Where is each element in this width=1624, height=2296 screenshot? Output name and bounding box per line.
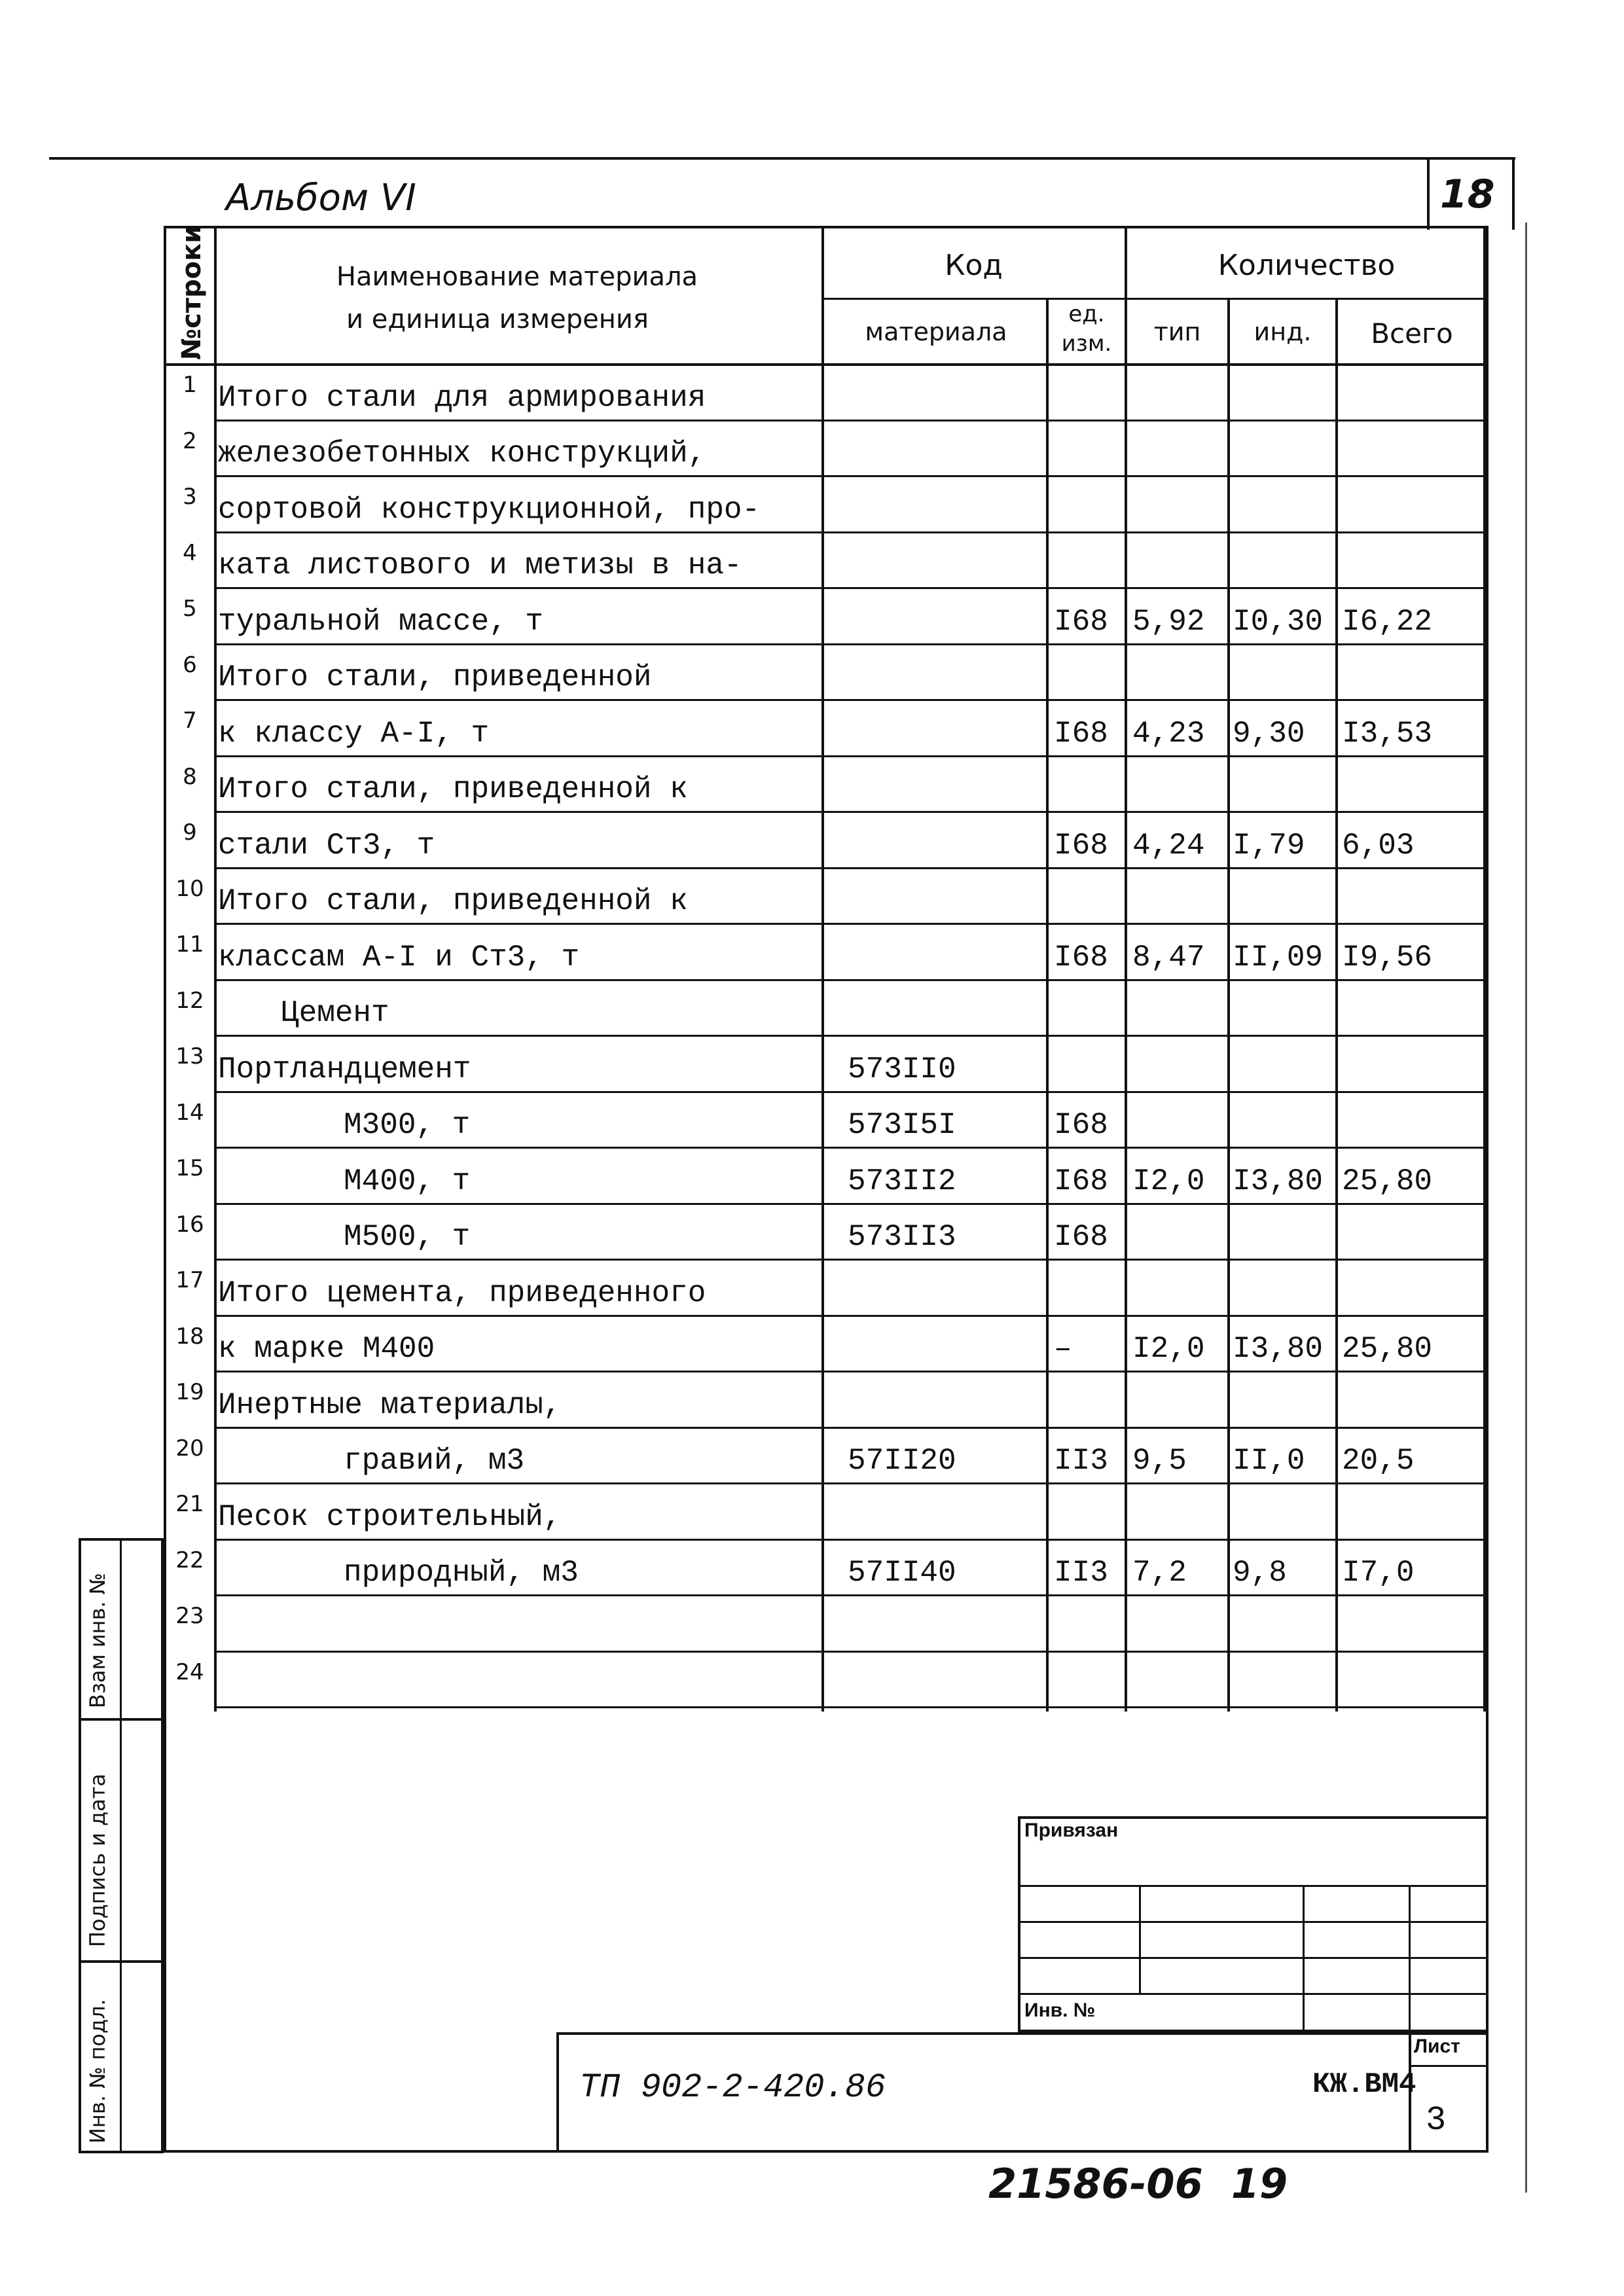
table-row bbox=[164, 1093, 1486, 1149]
stamp-col-2 bbox=[1303, 1885, 1305, 2032]
table-row bbox=[164, 869, 1486, 925]
row-ind: 9,30 bbox=[1233, 716, 1305, 751]
row-total: 25,80 bbox=[1342, 1332, 1433, 1366]
row-name: стали Ст3, т bbox=[218, 828, 435, 863]
header-rownum: №строки bbox=[177, 224, 207, 360]
header-ind: инд. bbox=[1254, 317, 1312, 346]
row-name: Инертные материалы, bbox=[218, 1388, 562, 1422]
row-number: 17 bbox=[175, 1267, 204, 1293]
row-code: 57II40 bbox=[848, 1556, 956, 1590]
row-code: 573I5I bbox=[848, 1108, 956, 1142]
row-name: Итого стали, приведенной к bbox=[218, 884, 688, 918]
row-name: ката листового и метизы в на- bbox=[218, 548, 742, 583]
table-row bbox=[164, 1037, 1486, 1093]
row-name: к классу А-I, т bbox=[218, 716, 490, 751]
side-strip-sep-1 bbox=[79, 1718, 164, 1721]
row-type: 4,23 bbox=[1132, 716, 1205, 751]
row-name: Портландцемент bbox=[218, 1052, 471, 1086]
header-quantity: Количество bbox=[1218, 249, 1396, 282]
header-code-material: материала bbox=[865, 317, 1007, 346]
row-number: 12 bbox=[175, 987, 204, 1014]
header-code: Код bbox=[945, 249, 1003, 282]
table-row bbox=[164, 1149, 1486, 1205]
row-code: 573II2 bbox=[848, 1164, 956, 1198]
album-label: Альбом VI bbox=[226, 177, 416, 219]
bottom-code: 21586-06 19 bbox=[988, 2160, 1288, 2208]
row-ind: II,0 bbox=[1233, 1444, 1305, 1478]
row-total: 6,03 bbox=[1342, 828, 1415, 863]
row-ind: I3,80 bbox=[1233, 1332, 1324, 1366]
page-number-box-left bbox=[1427, 159, 1430, 230]
row-total: I9,56 bbox=[1342, 940, 1433, 975]
side-label-inv-podl: Инв. № подл. bbox=[85, 1999, 110, 2144]
row-number: 19 bbox=[175, 1379, 204, 1405]
table-row bbox=[164, 1429, 1486, 1485]
row-total: 25,80 bbox=[1342, 1164, 1433, 1198]
table-row bbox=[164, 701, 1486, 757]
side-strip-divider bbox=[120, 1538, 122, 2153]
table-row bbox=[164, 1205, 1486, 1261]
row-number: 20 bbox=[175, 1435, 204, 1462]
row-name: Итого стали, приведенной к bbox=[218, 772, 688, 806]
stamp-col-1 bbox=[1139, 1885, 1141, 1993]
stamp-col-3 bbox=[1409, 1885, 1411, 2032]
table-row bbox=[164, 1317, 1486, 1373]
table-row bbox=[164, 1596, 1486, 1653]
stamp-rule-2 bbox=[1018, 1921, 1486, 1923]
title-list-rule bbox=[1409, 2065, 1486, 2067]
row-code: 573II3 bbox=[848, 1220, 956, 1254]
row-number: 10 bbox=[175, 875, 204, 902]
table-row bbox=[164, 757, 1486, 814]
header-name-line2: и единица измерения bbox=[346, 304, 649, 334]
row-name: М500, т bbox=[344, 1220, 471, 1254]
stamp-privyazan: Привязан bbox=[1024, 1820, 1119, 1841]
table-row bbox=[164, 645, 1486, 702]
row-number: 18 bbox=[175, 1323, 204, 1350]
row-name: Песок строительный, bbox=[218, 1499, 562, 1534]
row-unit: I68 bbox=[1054, 1220, 1108, 1254]
row-unit: I68 bbox=[1054, 1164, 1108, 1198]
stamp-rule-1 bbox=[1018, 1885, 1486, 1887]
row-number: 13 bbox=[175, 1043, 204, 1069]
row-unit: I68 bbox=[1054, 1108, 1108, 1142]
header-total: Всего bbox=[1371, 317, 1453, 350]
header-type: тип bbox=[1153, 317, 1201, 346]
table-row bbox=[164, 477, 1486, 533]
table-row bbox=[164, 1372, 1486, 1429]
row-rule bbox=[214, 1706, 1486, 1708]
header-unit-2: изм. bbox=[1061, 331, 1112, 357]
table-row bbox=[164, 813, 1486, 869]
row-ind: II,09 bbox=[1233, 940, 1324, 975]
row-type: 8,47 bbox=[1132, 940, 1205, 975]
stamp-sheet-number: 3 bbox=[1426, 2101, 1447, 2140]
row-number: 4 bbox=[183, 539, 197, 566]
page-number: 18 bbox=[1440, 171, 1495, 217]
row-type: 9,5 bbox=[1132, 1444, 1187, 1478]
right-margin-line bbox=[1486, 226, 1489, 2150]
row-type: 5,92 bbox=[1132, 604, 1205, 639]
row-number: 5 bbox=[183, 596, 197, 622]
row-type: 7,2 bbox=[1132, 1556, 1187, 1590]
row-unit: I68 bbox=[1054, 716, 1108, 751]
stamp-list-label: Лист bbox=[1414, 2036, 1460, 2057]
row-number: 9 bbox=[183, 819, 197, 846]
row-name: классам А-I и Ст3, т bbox=[218, 940, 580, 975]
row-number: 23 bbox=[175, 1603, 204, 1629]
row-number: 15 bbox=[175, 1155, 204, 1181]
table-row bbox=[164, 925, 1486, 981]
row-name: М300, т bbox=[344, 1108, 471, 1142]
row-name: Итого цемента, приведенного bbox=[218, 1276, 706, 1310]
row-unit: I68 bbox=[1054, 604, 1108, 639]
stamp-inv-no: Инв. № bbox=[1024, 2000, 1096, 2021]
side-strip-sep-2 bbox=[79, 1960, 164, 1963]
table-row bbox=[164, 981, 1486, 1037]
row-ind: I0,30 bbox=[1233, 604, 1324, 639]
row-number: 16 bbox=[175, 1211, 204, 1238]
stamp-rule-3 bbox=[1018, 1957, 1486, 1959]
table-row bbox=[164, 422, 1486, 478]
row-unit: – bbox=[1054, 1332, 1072, 1366]
row-total: I6,22 bbox=[1342, 604, 1433, 639]
row-number: 11 bbox=[175, 931, 204, 958]
table-row bbox=[164, 589, 1486, 645]
row-number: 2 bbox=[183, 427, 197, 454]
row-number: 14 bbox=[175, 1099, 204, 1126]
row-name: железобетонных конструкций, bbox=[218, 437, 706, 471]
row-unit: II3 bbox=[1054, 1556, 1108, 1590]
row-total: I3,53 bbox=[1342, 716, 1433, 751]
row-type: I2,0 bbox=[1132, 1164, 1205, 1198]
row-total: I7,0 bbox=[1342, 1556, 1415, 1590]
table-row bbox=[164, 533, 1486, 590]
row-name: к марке М400 bbox=[218, 1332, 435, 1366]
table-row bbox=[164, 1261, 1486, 1317]
row-name: М400, т bbox=[344, 1164, 471, 1198]
row-code: 57II20 bbox=[848, 1444, 956, 1478]
table-row bbox=[164, 1541, 1486, 1597]
row-name: Итого стали для армирования bbox=[218, 380, 706, 415]
table-row bbox=[164, 1484, 1486, 1541]
table-row bbox=[164, 365, 1486, 422]
row-name: гравий, м3 bbox=[344, 1444, 525, 1478]
row-name: туральной массе, т bbox=[218, 604, 543, 639]
side-label-podpis: Подпись и дата bbox=[85, 1773, 110, 1947]
row-number: 3 bbox=[183, 484, 197, 510]
row-number: 6 bbox=[183, 651, 197, 678]
row-number: 1 bbox=[183, 372, 197, 398]
stamp-sheet-code: КЖ.ВМ4 bbox=[1312, 2068, 1416, 2101]
left-frame-lower bbox=[164, 1712, 166, 2153]
row-unit: I68 bbox=[1054, 828, 1108, 863]
table-row bbox=[164, 1653, 1486, 1709]
row-name: Цемент bbox=[281, 996, 389, 1030]
side-label-vzam: Взам инв. № bbox=[85, 1572, 110, 1708]
row-number: 21 bbox=[175, 1491, 204, 1517]
row-name: Итого стали, приведенной bbox=[218, 660, 652, 694]
row-type: 4,24 bbox=[1132, 828, 1205, 863]
row-number: 7 bbox=[183, 708, 197, 734]
row-number: 24 bbox=[175, 1659, 204, 1685]
row-ind: 9,8 bbox=[1233, 1556, 1287, 1590]
row-name: сортовой конструкционной, про- bbox=[218, 492, 761, 527]
top-rule bbox=[49, 157, 1515, 160]
header-sub-rule-code bbox=[821, 298, 1486, 300]
page-number-box-right bbox=[1512, 159, 1515, 230]
row-number: 8 bbox=[183, 763, 197, 790]
row-code: 573II0 bbox=[848, 1052, 956, 1086]
header-name-line1: Наименование материала bbox=[336, 262, 698, 292]
row-ind: I,79 bbox=[1233, 828, 1305, 863]
row-name: природный, м3 bbox=[344, 1556, 579, 1590]
row-ind: I3,80 bbox=[1233, 1164, 1324, 1198]
row-number: 22 bbox=[175, 1547, 204, 1573]
stamp-doc-code: ТП 902-2-420.86 bbox=[579, 2068, 886, 2107]
row-unit: II3 bbox=[1054, 1444, 1108, 1478]
row-unit: I68 bbox=[1054, 940, 1108, 975]
far-right-mark bbox=[1525, 223, 1527, 2193]
header-unit-1: ед. bbox=[1068, 301, 1105, 327]
stamp-rule-4 bbox=[1018, 1993, 1486, 1995]
row-type: I2,0 bbox=[1132, 1332, 1205, 1366]
row-total: 20,5 bbox=[1342, 1444, 1415, 1478]
